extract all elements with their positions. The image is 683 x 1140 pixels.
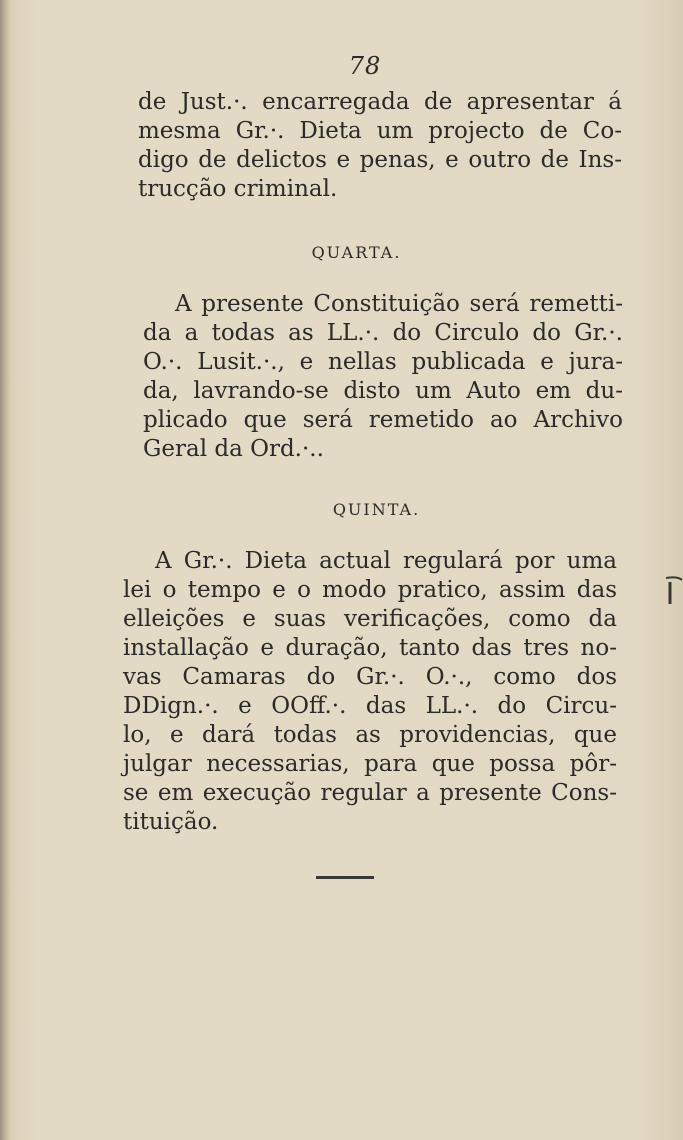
text-line: da a todas as LL.·. do Circulo do Gr.·.	[143, 320, 623, 346]
text-line: se em execução regular a presente Cons-	[123, 780, 617, 806]
paragraph-quinta	[123, 547, 617, 837]
text-line: installação e duração, tanto das tres no-	[123, 635, 617, 661]
text-line: da, lavrando-se disto um Auto em du-	[143, 378, 623, 404]
text-line: Geral da Ord.·..	[143, 436, 324, 462]
bracket-icon	[664, 572, 683, 608]
paragraph-quarta	[143, 290, 623, 464]
text-line: vas Camaras do Gr.·. O.·., como dos	[123, 664, 617, 690]
text-line: elleições e suas verificações, como da	[123, 606, 617, 632]
text-line: julgar necessarias, para que possa pôr-	[123, 751, 617, 777]
text-line: digo de delictos e penas, e outro de Ins-	[138, 147, 622, 173]
section-heading-quinta: QUINTA.	[332, 500, 421, 519]
section-heading-quarta: QUARTA.	[311, 243, 402, 262]
text-line: lo, e dará todas as providencias, que	[123, 722, 617, 748]
margin-bracket-mark	[664, 572, 683, 608]
text-line: lei o tempo e o modo pratico, assim das	[123, 577, 617, 603]
page-spine	[0, 0, 10, 1140]
text-line: tituição.	[123, 809, 219, 835]
text-line: plicado que será remetido ao Archivo	[143, 407, 623, 433]
text-line: A presente Constituição será remetti-	[175, 291, 623, 317]
text-line: mesma Gr.·. Dieta um projecto de Co-	[138, 118, 622, 144]
text-line: A Gr.·. Dieta actual regulará por uma	[155, 548, 617, 574]
text-line: O.·. Lusit.·., e nellas publicada e jura-	[143, 349, 623, 375]
end-rule-divider	[316, 876, 374, 879]
text-line: trucção criminal.	[138, 176, 338, 202]
text-line: DDign.·. e OOff.·. das LL.·. do Circu-	[123, 693, 617, 719]
paragraph-continuation	[138, 88, 622, 204]
page-number: 78	[348, 52, 382, 80]
text-line: de Just.·. encarregada de apresentar á	[138, 89, 622, 115]
